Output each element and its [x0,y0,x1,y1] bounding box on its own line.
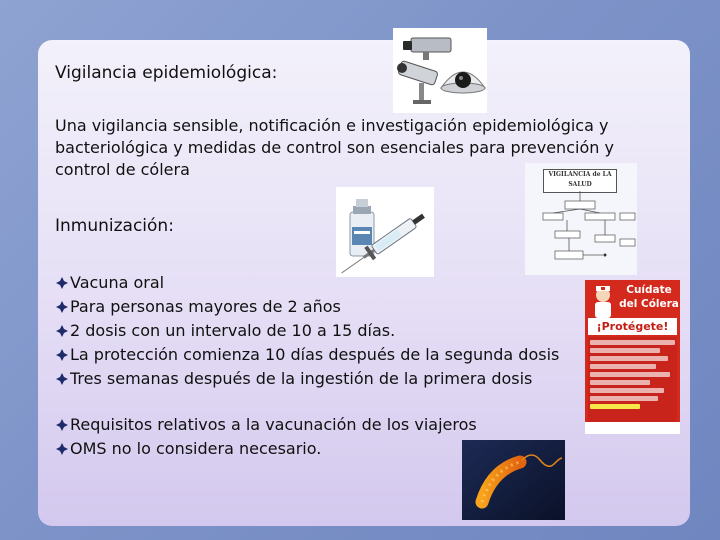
poster-text-lines [590,340,675,412]
diamond-bullet-icon [55,371,69,385]
flowchart-title: VIGILANCIA de LA SALUD [543,169,617,193]
bacterium-image [462,440,565,520]
diamond-bullet-icon [55,347,69,361]
cholera-poster-image [585,280,680,434]
list-item: La protección comienza 10 días después de la segunda dosis [55,342,559,366]
diamond-bullet-icon [55,299,69,313]
poster-logos [585,422,680,434]
list-item: OMS no lo considera necesario. [55,436,477,460]
diamond-bullet-icon [55,323,69,337]
poster-title: Cuídate del Cólera [619,284,679,310]
diamond-bullet-icon [55,275,69,289]
diamond-bullet-icon [55,441,69,455]
flowchart-image [525,163,637,275]
slide-title: Vigilancia epidemiológica: [55,63,278,83]
list-item: Para personas mayores de 2 años [55,294,559,318]
list-item: Vacuna oral [55,270,559,294]
travel-list [55,412,477,460]
list-item: 2 dosis con un intervalo de 10 a 15 días. [55,318,559,342]
security-camera-image [393,28,487,113]
list-item: Tres semanas después de la ingestión de la primera dosis [55,366,559,390]
immunization-list [55,270,559,390]
immunization-heading: Inmunización: [55,216,174,236]
poster-banner: ¡Protégete! [588,318,677,335]
surveillance-paragraph: Una vigilancia sensible, notificación e investigación epidemiológica y bacteriológica y medidas de control son esenciales para prevención y control de cólera [55,116,614,179]
diamond-bullet-icon [55,417,69,431]
list-item: Requisitos relativos a la vacunación de los viajeros [55,412,477,436]
vaccine-syringe-image [336,187,434,277]
nurse-figure-icon [589,284,617,318]
